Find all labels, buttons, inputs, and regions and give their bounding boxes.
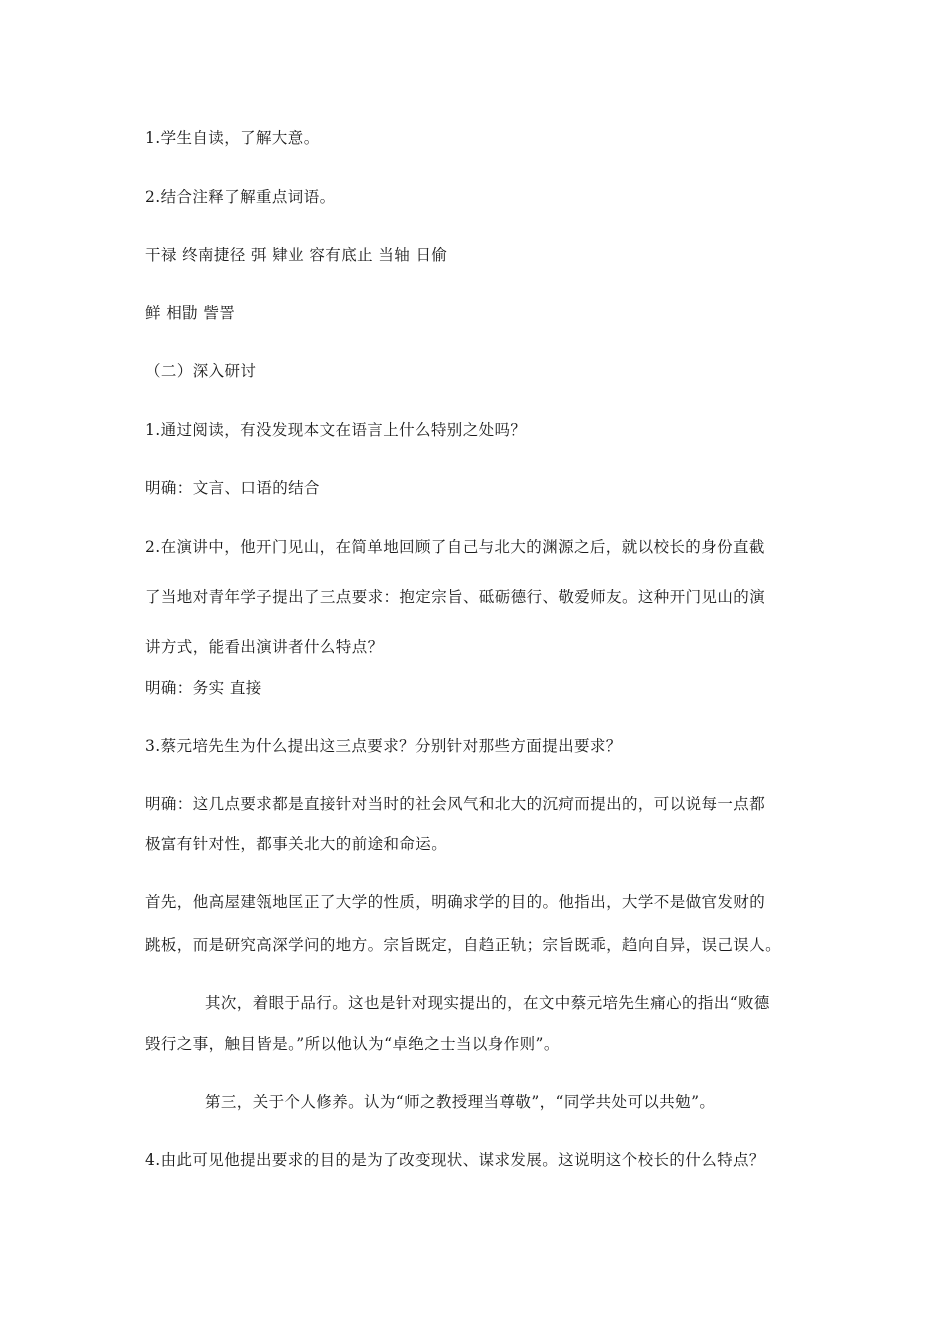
section-heading: （二）深入研讨 <box>145 362 257 380</box>
vocabulary-line-1: 干禄 终南捷径 弭 肄业 容有底止 当轴 日偷 <box>145 246 448 264</box>
answer-1: 明确：文言、口语的结合 <box>145 479 320 497</box>
vocabulary-line-2: 鲜 相勖 訾詈 <box>145 304 236 322</box>
paragraph-second-line-1: 其次，着眼于品行。这也是针对现实提出的，在文中蔡元培先生痛心的指出“败德 <box>205 994 770 1012</box>
answer-3-line-1: 明确：这几点要求都是直接针对当时的社会风气和北大的沉疴而提出的，可以说每一点都 <box>145 795 766 813</box>
answer-3-line-2: 极富有针对性，都事关北大的前途和命运。 <box>145 835 448 853</box>
question-1: 1.通过阅读，有没发现本文在语言上什么特别之处吗？ <box>145 421 527 439</box>
question-2-line-2: 了当地对青年学子提出了三点要求：抱定宗旨、砥砺德行、敬爱师友。这种开门见山的演 <box>145 588 766 606</box>
step-1-self-reading: 1.学生自读，了解大意。 <box>145 129 320 147</box>
paragraph-first-line-2: 跳板，而是研究高深学问的地方。宗旨既定，自趋正轨；宗旨既乖，趋向自异，误己误人。 <box>145 936 782 954</box>
step-2-key-words: 2.结合注释了解重点词语。 <box>145 188 336 206</box>
paragraph-second-line-2: 毁行之事，触目皆是。”所以他认为“卓绝之士当以身作则”。 <box>145 1035 560 1053</box>
question-2-line-1: 2.在演讲中，他开门见山，在简单地回顾了自己与北大的渊源之后，就以校长的身份直截 <box>145 538 765 556</box>
question-2-line-3: 讲方式，能看出演讲者什么特点？ <box>145 638 384 656</box>
question-4: 4.由此可见他提出要求的目的是为了改变现状、谋求发展。这说明这个校长的什么特点？ <box>145 1151 765 1169</box>
paragraph-third: 第三，关于个人修养。认为“师之教授理当尊敬”，“同学共处可以共勉”。 <box>205 1093 716 1111</box>
answer-2: 明确：务实 直接 <box>145 679 262 697</box>
question-3: 3.蔡元培先生为什么提出这三点要求？分别针对那些方面提出要求？ <box>145 737 622 755</box>
paragraph-first-line-1: 首先，他高屋建瓴地匡正了大学的性质，明确求学的目的。他指出，大学不是做官发财的 <box>145 893 766 911</box>
